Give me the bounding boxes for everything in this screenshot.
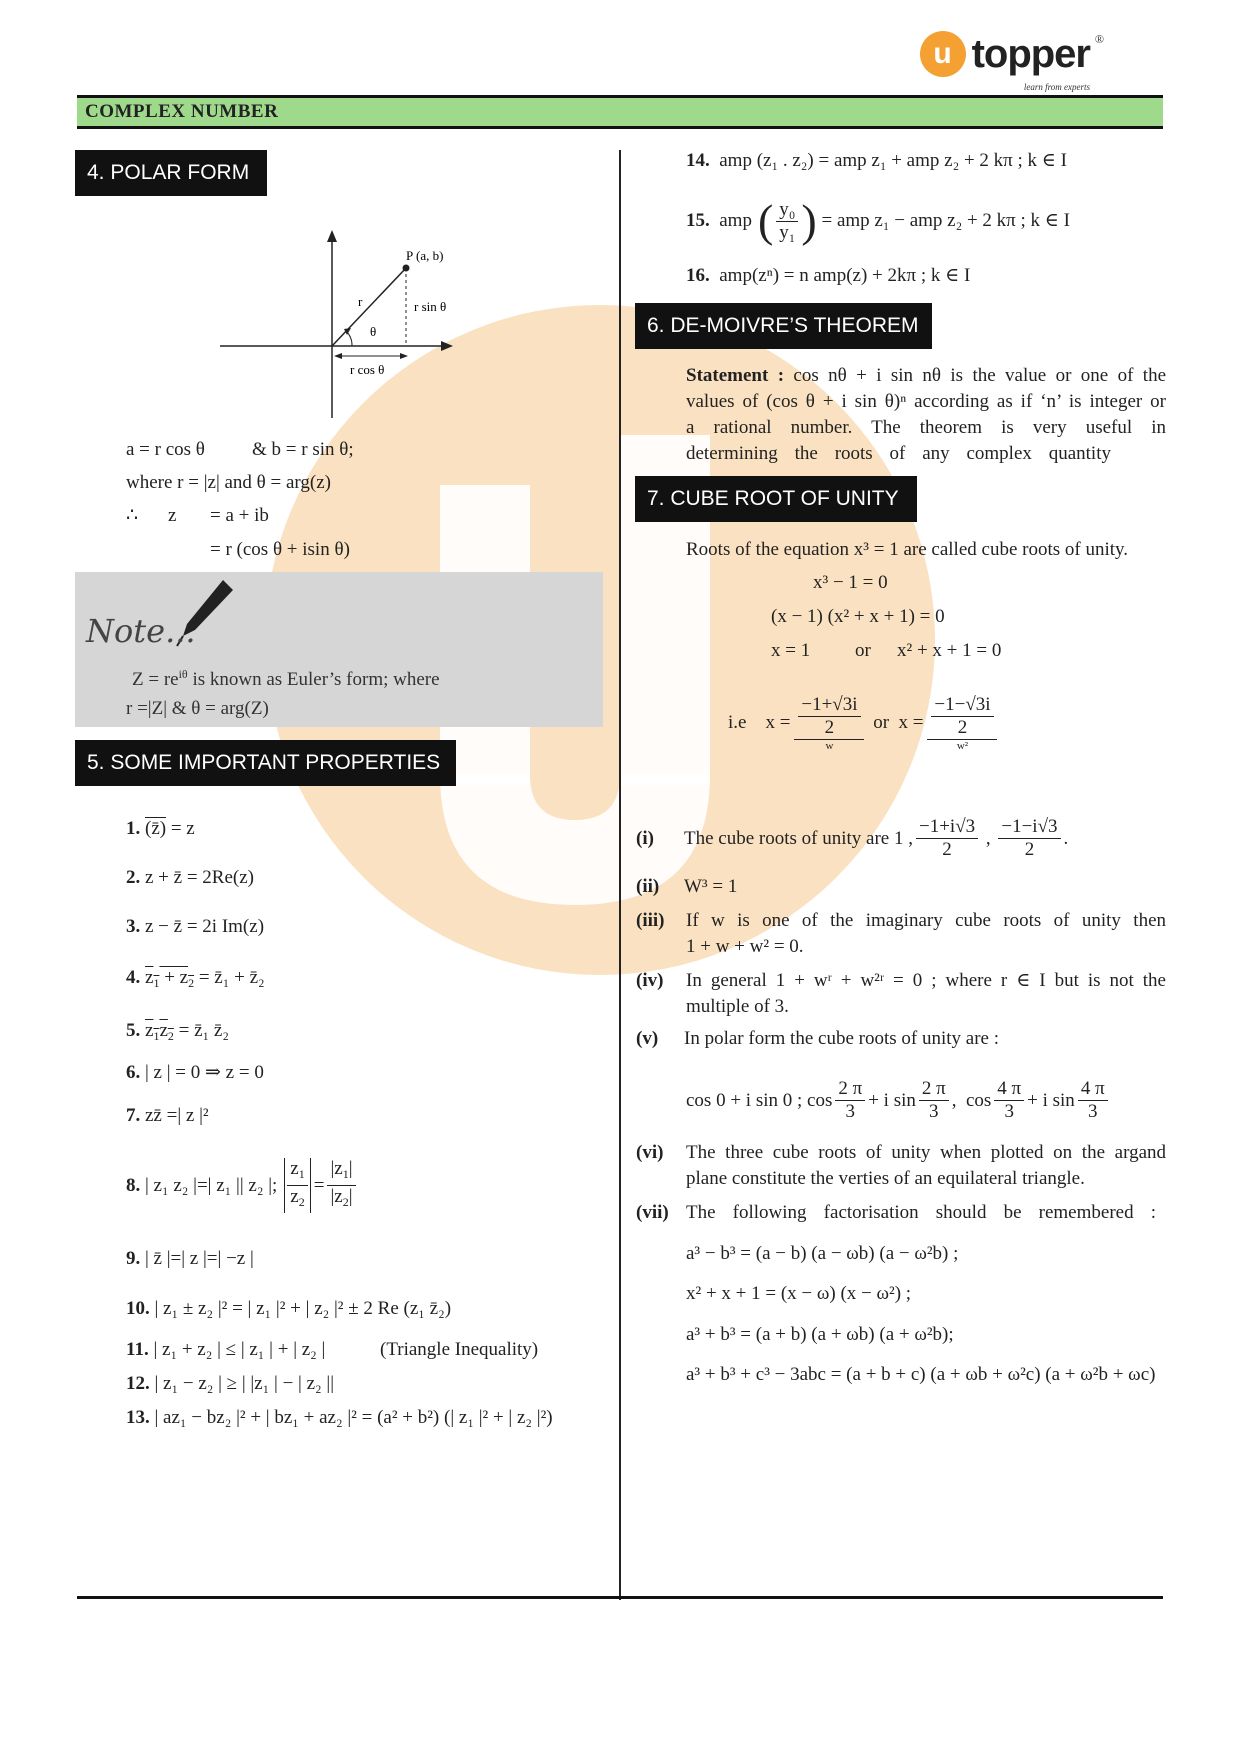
footer-rule — [77, 1596, 1163, 1599]
column-divider — [619, 150, 621, 1600]
polar-form-diagram — [220, 228, 470, 428]
demoivre-line-4: determining the roots of any complex quantity — [686, 443, 1111, 464]
property-5: 5. $z_1z_2$ = z̄₁ z̄₂ — [126, 1020, 229, 1043]
cube-item-iii-line-1: If w is one of the imaginary cube roots of unity then — [686, 910, 1166, 931]
properties-heading: 5. SOME IMPORTANT PROPERTIES — [75, 740, 456, 786]
cube-item-vii-text: The following factorisation should be remembered : — [686, 1202, 1156, 1223]
polar-line-4: = r (cos θ + isin θ) — [210, 539, 350, 560]
demoivre-line-2: values of (cos θ + i sin θ)ⁿ according as if ‘n’ is integer or — [686, 391, 1166, 412]
cube-root-heading: 7. CUBE ROOT OF UNITY — [635, 476, 917, 522]
demoivre-line-1: Statement : cos nθ + i sin nθ is the value or one of the — [686, 365, 1167, 386]
r-label: r — [358, 294, 363, 309]
factorisation-1: a³ − b³ = (a − b) (a − ωb) (a − ω²b) ; — [686, 1243, 959, 1264]
therefore-symbol: ∴ — [126, 505, 139, 526]
polar-form-heading: 4. POLAR FORM — [75, 150, 267, 196]
property-8: 8. | z₁ z₂ |=| z₁ || z₂ |; $\frac{z_1}{z_2}$ = $\frac{|z_1|}{|z_2|}$ — [126, 1158, 359, 1213]
note-line-1: $Z = re^{i\theta}$ is known as Euler’s form; where — [132, 667, 440, 690]
cube-eq-3b: or — [855, 640, 871, 661]
factorisation-2: x² + x + 1 = (x − ω) (x − ω²) ; — [686, 1283, 912, 1304]
cube-item-iv-line-1: In general 1 + wʳ + w²ʳ = 0 ; where r ∈ I but is not the — [686, 970, 1166, 991]
cube-item-iv-line-2: multiple of 3. — [686, 996, 789, 1017]
logo-tagline: learn from experts — [1023, 82, 1090, 92]
brand-logo — [920, 24, 1104, 92]
cube-eq-3c: x² + x + 1 = 0 — [897, 640, 1002, 661]
property-3: 3. z − z̄ = 2i Im(z) — [126, 916, 265, 937]
cube-item-vi: (vi) — [636, 1142, 664, 1163]
polar-line-3: = a + ib — [210, 505, 269, 526]
note-line-2: r =|Z| & θ = arg(Z) — [126, 698, 269, 719]
cube-polar-roots: cos 0 + i sin 0 ; cos $\frac{2 \pi}{3}$ + i sin $\frac{2 \pi}{3}$ , cos $\frac{4 \pi}{3}$ + i sin $\frac{4 \pi}{3}$ — [686, 1078, 1111, 1123]
demoivre-heading: 6. DE-MOIVRE’S THEOREM — [635, 303, 932, 349]
cube-eq-3a: x = 1 — [771, 640, 811, 661]
demoivre-line-3: a rational number. The theorem is very useful in — [686, 417, 1166, 438]
cube-item-vi-line-1: The three cube roots of unity when plotted on the argand — [686, 1142, 1166, 1163]
cube-item-ii: (ii) W³ = 1 — [636, 876, 738, 897]
rcos-label: r cos θ — [350, 362, 385, 377]
property-9: 9. | z̄ |=| z |=| −z | — [126, 1248, 254, 1269]
cube-eq-1: x³ − 1 = 0 — [813, 572, 888, 593]
triangle-inequality-label: (Triangle Inequality) — [380, 1339, 539, 1360]
property-7: 7. zz̄ =| z |² — [126, 1105, 209, 1126]
rsin-label: r sin θ — [414, 299, 447, 314]
cube-item-vii: (vii) — [636, 1202, 669, 1223]
cube-roots-solution: i.e x = $\frac{-1+√3i}{2}$ w or x = $\frac{-1-√3i}{2}$ w² — [728, 694, 1001, 752]
logo-text: topper — [971, 32, 1090, 76]
property-12: 12. | z₁ − z₂ | ≥ | |z₁ | − | z₂ || — [126, 1373, 335, 1394]
cube-root-intro: Roots of the equation x³ = 1 are called cube roots of unity. — [686, 539, 1129, 560]
property-11: 11. | z₁ + z₂ | ≤ | z₁ | + | z₂ | — [126, 1339, 326, 1360]
property-15: 15. amp ( $\frac{\text{y₀}}{\text{y₁}}$ ) = amp z₁ − amp z₂ + 2 kπ ; k ∈ I — [686, 195, 1070, 246]
polar-line-1b: & b = r sin θ; — [252, 439, 354, 460]
cube-item-v: (v) In polar form the cube roots of unity are : — [636, 1028, 999, 1049]
cube-item-iii-line-2: 1 + w + w² = 0. — [686, 936, 804, 957]
chapter-title-bar: COMPLEX NUMBER — [77, 95, 1163, 129]
theta-label: θ — [370, 324, 377, 339]
polar-line-2: where r = |z| and θ = arg(z) — [126, 472, 332, 493]
property-14: 14. amp (z₁ . z₂) = amp z₁ + amp z₂ + 2 kπ ; k ∈ I — [686, 150, 1067, 171]
cube-item-vi-line-2: plane constitute the verties of an equilateral triangle. — [686, 1168, 1085, 1189]
note-label: Note... — [86, 612, 196, 650]
factorisation-4: a³ + b³ + c³ − 3abc = (a + b + c) (a + ωb + ω²c) (a + ω²b + ωc) — [686, 1364, 1156, 1385]
point-label: P (a, b) — [406, 248, 444, 263]
property-6: 6. | z | = 0 ⇒ z = 0 — [126, 1062, 264, 1083]
cube-eq-2: (x − 1) (x² + x + 1) = 0 — [771, 606, 945, 627]
polar-z: z — [168, 505, 177, 526]
logo-u-icon: u — [920, 31, 966, 77]
property-2: 2. z + z̄ = 2Re(z) — [126, 867, 254, 888]
property-4: 4. $z_1 + z_2$ = z̄₁ + z̄₂ — [126, 967, 265, 990]
property-10: 10. | z₁ ± z₂ |² = | z₁ |² + | z₂ |² ± 2 Re (z₁ z̄₂) — [126, 1298, 452, 1319]
registered-mark: ® — [1094, 32, 1104, 46]
property-16: 16. amp(zⁿ) = n amp(z) + 2kπ ; k ∈ I — [686, 265, 971, 286]
property-1: 1. (z̄) = z — [126, 818, 195, 839]
cube-item-iv: (iv) — [636, 970, 664, 991]
polar-line-1a: a = r cos θ — [126, 439, 205, 460]
factorisation-3: a³ + b³ = (a + b) (a + ωb) (a + ω²b); — [686, 1324, 954, 1345]
property-13: 13. | az₁ − bz₂ |² + | bz₁ + az₂ |² = (a² + b²) (| z₁ |² + | z₂ |²) — [126, 1407, 553, 1428]
cube-item-i: (i) The cube roots of unity are 1 , $\frac{-1+i√3}{2}$ , $\frac{-1-i√3}{2}$ . — [636, 816, 1069, 860]
cube-item-iii: (iii) — [636, 910, 665, 931]
